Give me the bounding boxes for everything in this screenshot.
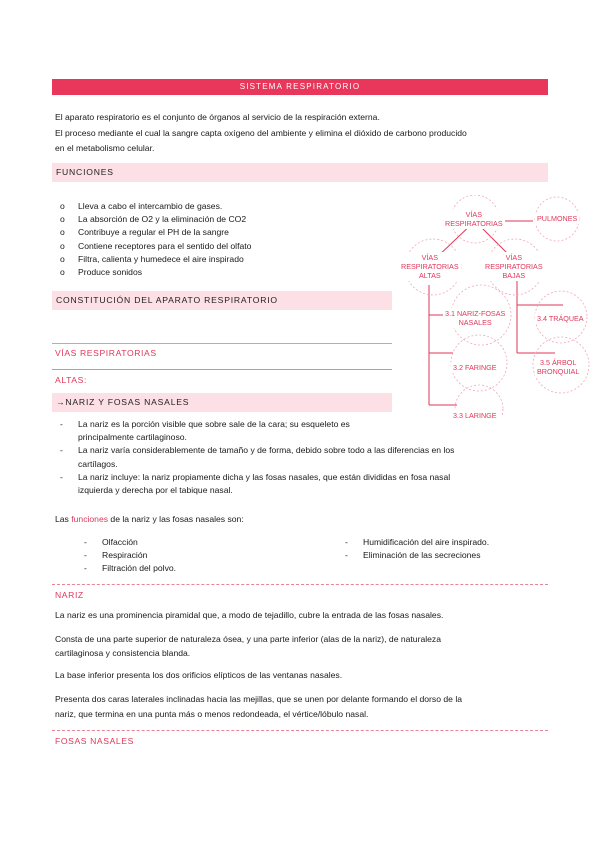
list-item: - Respiración xyxy=(84,550,148,561)
funciones-list xyxy=(60,200,380,279)
list-item: - La nariz es la porción visible que sobre sale de la cara; su esqueleto es xyxy=(60,419,350,429)
nariz-p3: La base inferior presenta los dos orificios elípticos de las ventanas nasales. xyxy=(55,670,343,680)
nariz-p1: La nariz es una prominencia piramidal que, a modo de tejadillo, cubre la entrada de las fosas nasales. xyxy=(55,610,444,620)
list-item: o Produce sonidos xyxy=(60,267,143,278)
divider xyxy=(52,343,392,344)
nariz-p2a: Consta de una parte superior de naturaleza ósea, y una parte inferior (alas de la nariz), de naturaleza xyxy=(55,634,441,644)
vias-altas-list xyxy=(60,418,550,497)
funciones-nariz-intro: Las funciones de la nariz y las fosas nasales son: xyxy=(55,514,244,524)
divider xyxy=(52,584,548,585)
node-traquea: 3.4 TRÁQUEA xyxy=(537,314,584,323)
list-item: o La absorción de O2 y la eliminación de CO2 xyxy=(60,214,247,225)
respiratory-diagram xyxy=(395,195,595,420)
divider xyxy=(52,730,548,731)
list-item: o Filtra, calienta y humedece el aire inspirado xyxy=(60,253,244,264)
intro-line-3: en el metabolismo celular. xyxy=(55,143,155,153)
node-nariz-fosas: 3.1 NARIZ-FOSAS NASALES xyxy=(445,309,506,327)
funciones-band xyxy=(52,163,548,182)
node-vias-bajas: VÍAS RESPIRATORIAS BAJAS xyxy=(485,253,543,280)
list-item: o Contiene receptores para el sentido del olfato xyxy=(60,240,252,251)
list-item: - La nariz incluye: la nariz propiamente dicha y las fosas nasales, que están divididas en fosa nasal xyxy=(60,471,451,482)
altas-title: ALTAS: xyxy=(55,375,87,385)
funciones-nariz-col2 xyxy=(345,536,550,562)
constitucion-band xyxy=(52,291,392,310)
list-item: o Contribuye a regular el PH de la sangre xyxy=(60,227,229,238)
nariz-p4a: Presenta dos caras laterales inclinadas hacia las mejillas, que se unen por delante formando el dorso de la xyxy=(55,694,463,704)
node-faringe: 3.2 FARINGE xyxy=(453,363,497,372)
node-vias-altas: VÍAS RESPIRATORIAS ALTAS xyxy=(401,253,459,280)
list-item: - Olfacción xyxy=(84,537,138,547)
funciones-nariz-col1 xyxy=(84,536,304,576)
list-item: - Eliminación de las secreciones xyxy=(345,550,481,561)
page-title: SISTEMA RESPIRATORIO xyxy=(239,82,361,91)
intro-line-2: El proceso mediante el cual la sangre capta oxígeno del ambiente y elimina el dióxido de carbono producido xyxy=(55,128,467,138)
nariz-fosas-heading: →NARIZ Y FOSAS NASALES xyxy=(56,397,190,407)
list-item: o Lleva a cabo el intercambio de gases. xyxy=(60,201,223,211)
fosas-title: FOSAS NASALES xyxy=(55,736,134,746)
nariz-p4b: nariz, que termina en una punta más o menos redondeada, el vértice/lóbulo nasal. xyxy=(55,709,369,719)
page-title-banner xyxy=(52,79,548,95)
nariz-title: NARIZ xyxy=(55,590,84,600)
node-arbol-bronquial: 3.5 ÁRBOL BRONQUIAL xyxy=(537,358,580,376)
list-item: principalmente cartilaginoso. xyxy=(78,432,187,443)
list-item: - Humidificación del aire inspirado. xyxy=(345,537,490,547)
node-pulmones: PULMONES xyxy=(537,214,578,223)
funciones-title: FUNCIONES xyxy=(56,167,114,177)
nariz-p2b: cartilaginosa y consistencia blanda. xyxy=(55,648,191,658)
node-vias-respiratorias: VÍAS RESPIRATORIAS xyxy=(445,210,503,228)
list-item: - Filtración del polvo. xyxy=(84,563,177,574)
list-item: izquierda y derecha por el tabique nasal. xyxy=(78,485,233,496)
divider xyxy=(52,369,392,370)
list-item: - La nariz varía considerablemente de tamaño y de forma, debido sobre todo a las diferencias en los xyxy=(60,445,455,456)
constitucion-title: CONSTITUCIÓN DEL APARATO RESPIRATORIO xyxy=(56,295,278,305)
nariz-fosas-band xyxy=(52,393,392,412)
list-item: cartílagos. xyxy=(78,458,118,469)
vias-title: VÍAS RESPIRATORIAS xyxy=(55,348,157,358)
node-laringe: 3.3 LARINGE xyxy=(453,411,497,420)
intro-line-1: El aparato respiratorio es el conjunto de órganos al servicio de la respiración externa. xyxy=(55,112,380,122)
